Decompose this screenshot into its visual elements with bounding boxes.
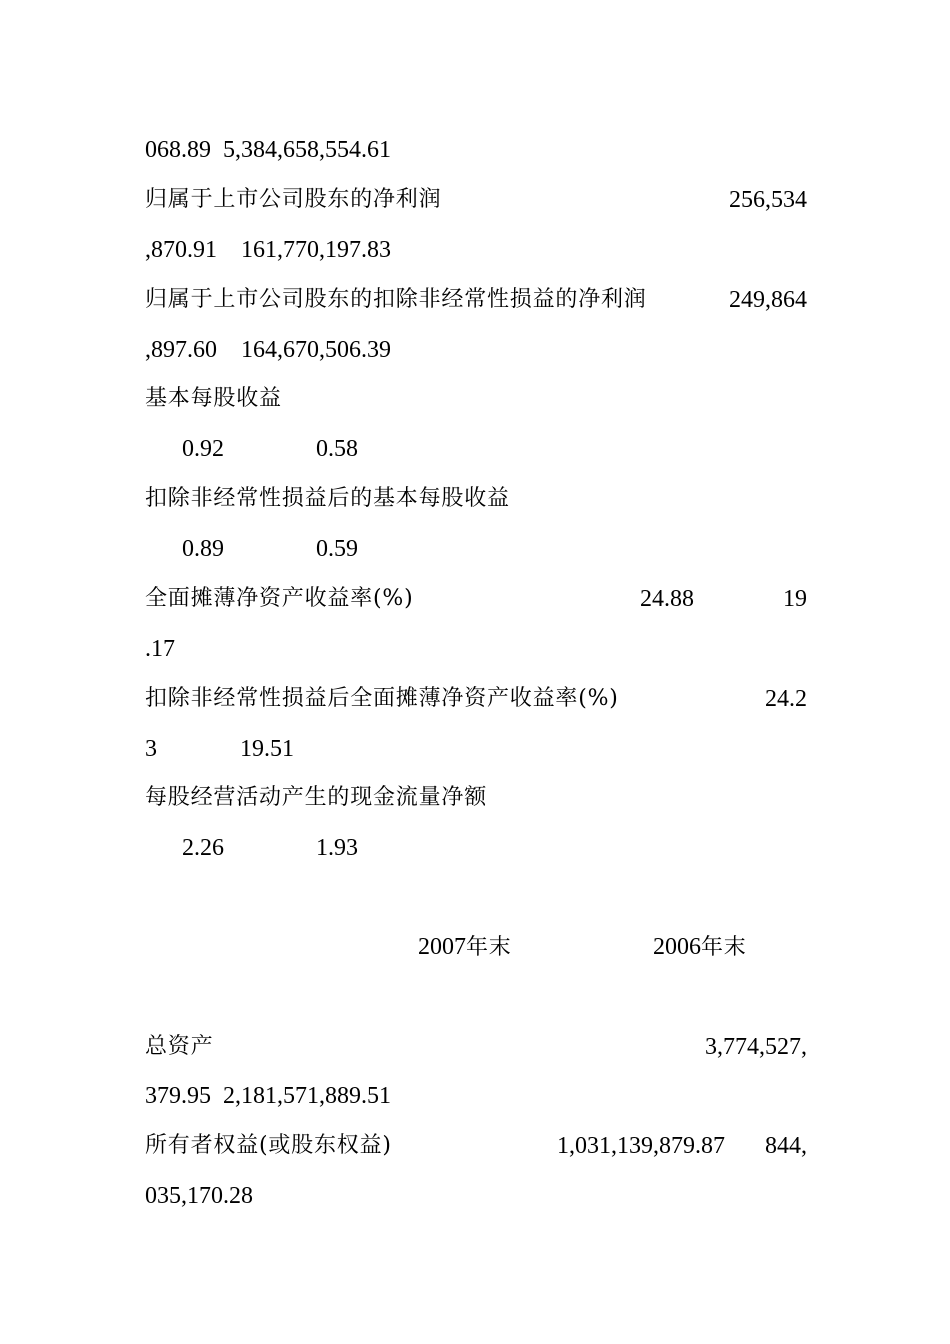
value-roe-diluted-deducted-2006: 19.51	[240, 736, 294, 762]
label-net-profit-deducted: 归属于上市公司股东的扣除非经常性损益的净利润	[145, 287, 647, 312]
label-operating-cash-flow-per-share: 每股经营活动产生的现金流量净额	[145, 785, 488, 810]
value-basic-eps-deducted-2006: 0.59	[316, 536, 358, 562]
value-net-profit-2007-part: 256,534	[729, 187, 807, 213]
value-owners-equity-2006-continuation: 035,170.28	[145, 1183, 253, 1209]
value-net-profit-continuation: ,870.91 161,770,197.83	[145, 237, 391, 263]
label-net-profit: 归属于上市公司股东的净利润	[145, 187, 442, 212]
value-roe-diluted-2007: 24.88	[640, 586, 694, 612]
header-year-end-suffix-2006: 年末	[701, 935, 747, 960]
label-roe-diluted-deducted: 扣除非经常性损益后全面摊薄净资产收益率(%)	[145, 686, 619, 711]
header-year-2006: 2006	[653, 934, 701, 960]
value-net-profit-deducted-continuation: ,897.60 164,670,506.39	[145, 337, 391, 363]
value-owners-equity-2006-part: 844,	[765, 1133, 807, 1159]
value-roe-diluted-2006-part: 19	[783, 586, 807, 612]
value-operating-cash-flow-2006: 1.93	[316, 835, 358, 861]
value-total-assets-2007-part: 3,774,527,	[705, 1034, 807, 1060]
label-basic-eps-deducted: 扣除非经常性损益后的基本每股收益	[145, 486, 510, 511]
label-roe-diluted: 全面摊薄净资产收益率(%)	[145, 586, 414, 611]
header-year-end-2007	[418, 932, 512, 963]
value-net-profit-deducted-2007-part: 249,864	[729, 287, 807, 313]
value-basic-eps-deducted-2007: 0.89	[182, 536, 224, 562]
header-year-end-2006	[653, 932, 747, 963]
value-owners-equity-2007: 1,031,139,879.87	[557, 1133, 725, 1159]
value-roe-diluted-deducted-2007-part: 24.2	[765, 686, 807, 712]
header-year-end-suffix-2007: 年末	[466, 935, 512, 960]
value-basic-eps-2007: 0.92	[182, 436, 224, 462]
value-roe-diluted-2006-continuation: .17	[145, 636, 175, 662]
value-operating-cash-flow-2007: 2.26	[182, 835, 224, 861]
label-basic-eps: 基本每股收益	[145, 386, 282, 411]
value-basic-eps-2006: 0.58	[316, 436, 358, 462]
value-roe-diluted-deducted-2007-continuation: 3	[145, 736, 157, 762]
label-owners-equity: 所有者权益(或股东权益)	[145, 1133, 392, 1158]
value-total-assets-continuation: 379.95 2,181,571,889.51	[145, 1083, 391, 1109]
line-net-income-tail: 068.89 5,384,658,554.61	[145, 137, 391, 163]
header-year-2007: 2007	[418, 934, 466, 960]
label-total-assets: 总资产	[145, 1034, 214, 1059]
